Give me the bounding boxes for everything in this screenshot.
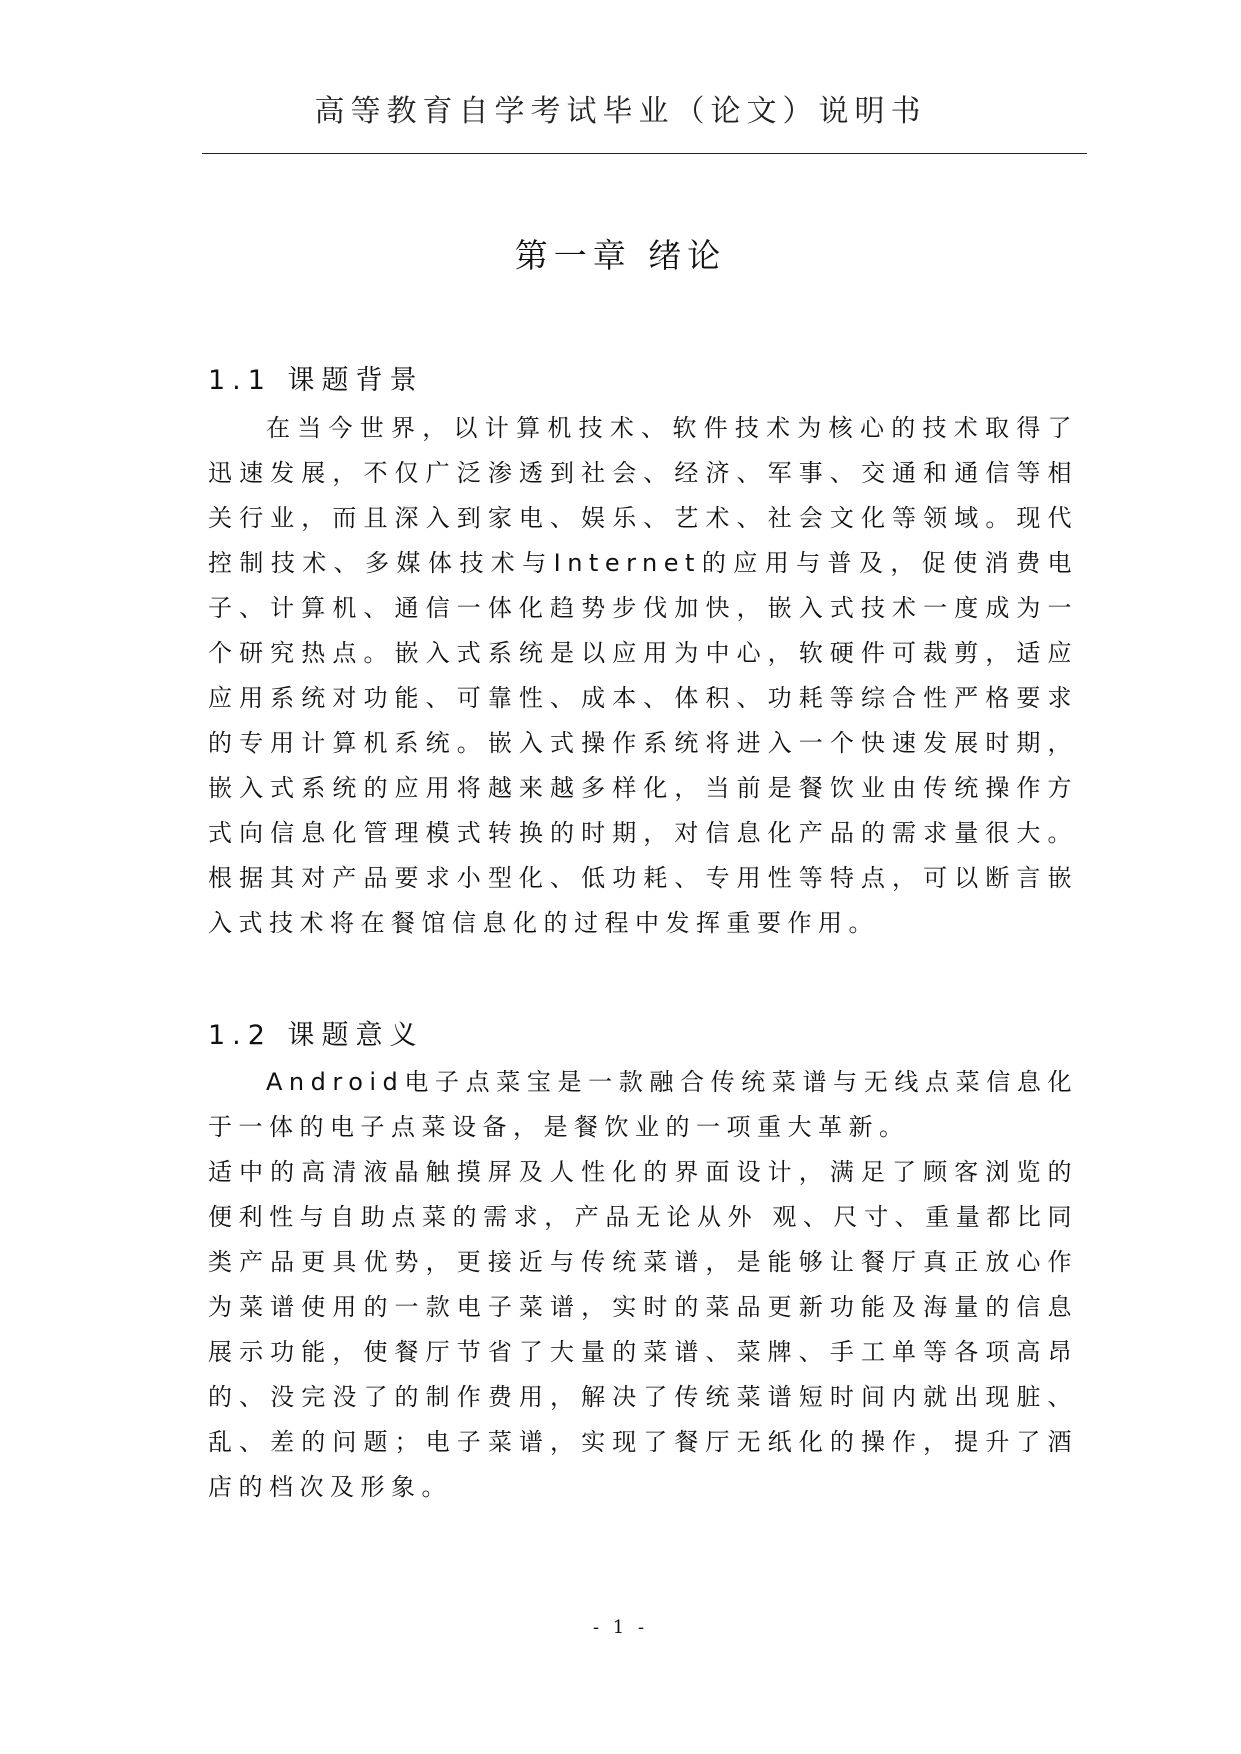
section-heading-1-2: 1.2 课题意义 bbox=[208, 1020, 424, 1051]
section-1-2-paragraph-1: Android电子点菜宝是一款融合传统菜谱与无线点菜信息化于一体的电子点菜设备，是餐饮业的一项重大革新。 bbox=[208, 1068, 1078, 1141]
document-header: 高等教育自学考试毕业（论文）说明书 bbox=[314, 94, 927, 129]
chapter-title: 第一章 绪论 bbox=[514, 236, 727, 275]
section-heading-1-1: 1.1 课题背景 bbox=[208, 365, 424, 396]
page-number: - 1 - bbox=[592, 1617, 649, 1638]
header-divider bbox=[202, 153, 1087, 154]
section-1-1-paragraph: 在当今世界，以计算机技术、软件技术为核心的技术取得了迅速发展，不仅广泛渗透到社会、经济、军事、交通和通信等相关行业，而且深入到家电、娱乐、艺术、社会文化等领域。现代控制技术、多媒体技术与Internet的应用与普及，促使消费电子、计算机、通信一体化趋势步伐加快，嵌入式技术一度成为一个研究热点。嵌入式系统是以应用为中心，软硬件可裁剪，适应应用系统对功能、可靠性、成本、体积、功耗等综合性严格要求的专用计算机系统。嵌入式操作系统将进入一个快速发展时期，嵌入式系统的应用将越来越多样化，当前是餐饮业由传统操作方式向信息化管理模式转换的时期，对信息化产品的需求量很大。根据其对产品要求小型化、低功耗、专用性等特点，可以断言嵌入式技术将在餐馆信息化的过程中发挥重要作用。 bbox=[208, 414, 1078, 937]
section-1-2-paragraph-2: 适中的高清液晶触摸屏及人性化的界面设计，满足了顾客浏览的便利性与自助点菜的需求，产品无论从外 观、尺寸、重量都比同类产品更具优势，更接近与传统菜谱，是能够让餐厅真正放心作为菜谱使用的一款电子菜谱，实时的菜品更新功能及海量的信息展示功能，使餐厅节省了大量的菜谱、菜牌、手工单等各项高昂的、没完没了的制作费用，解决了传统菜谱短时间内就出现脏、乱、差的问题；电子菜谱，实现了餐厅无纸化的操作，提升了酒店的档次及形象。 bbox=[208, 1158, 1078, 1501]
